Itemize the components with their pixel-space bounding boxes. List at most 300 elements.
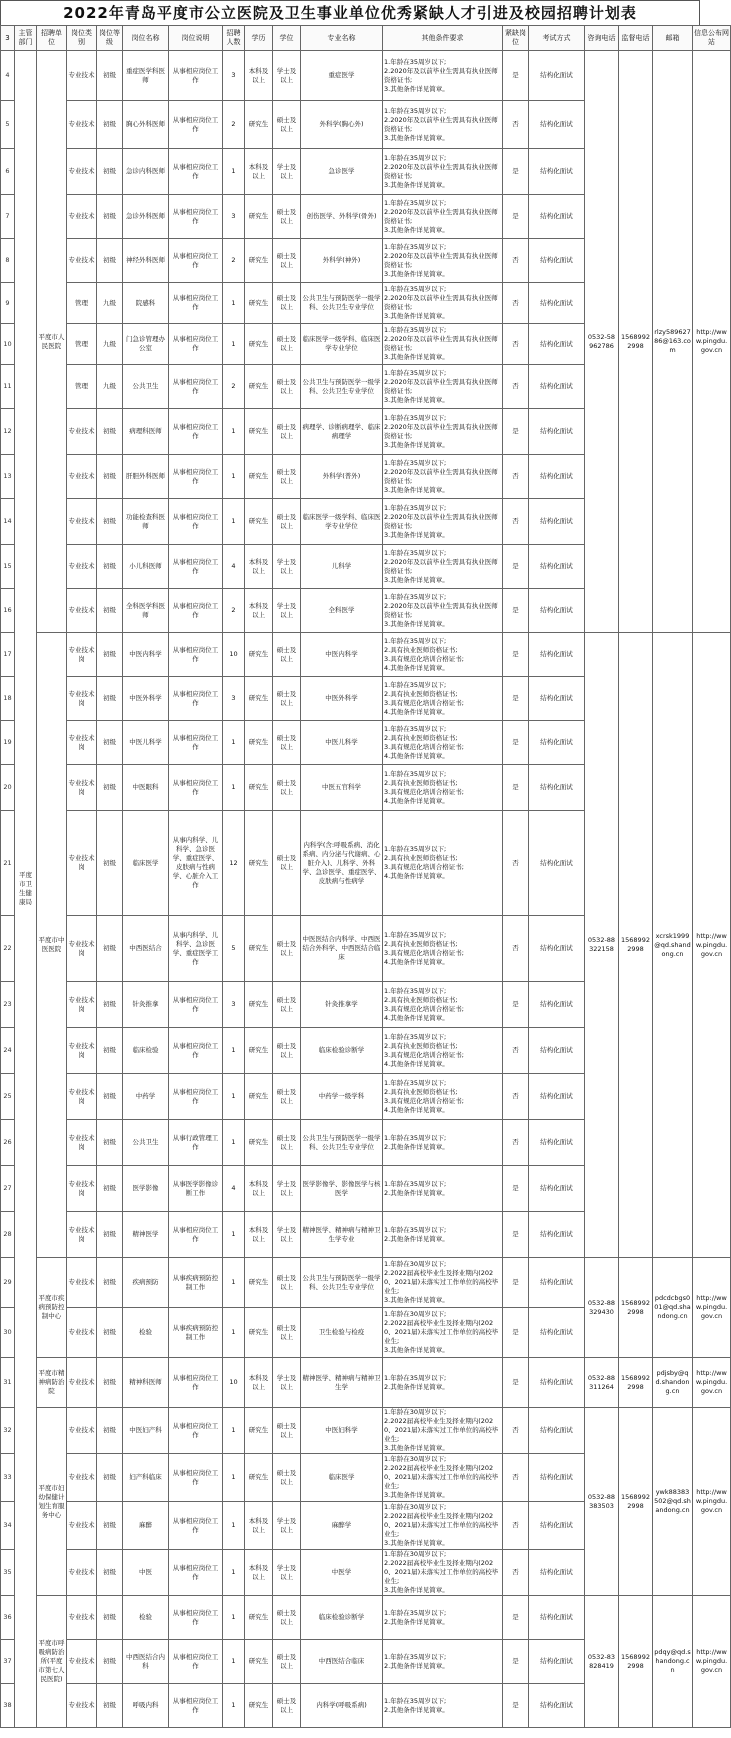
major-cell: 精神医学、精神病与精神卫生学 <box>301 1358 383 1408</box>
degree-cell: 学士及以上 <box>273 1502 301 1550</box>
row-number: 21 <box>1 811 15 916</box>
level-cell: 初级 <box>97 982 123 1028</box>
major-cell: 中药学一级学科 <box>301 1074 383 1120</box>
education-cell: 本科及以上 <box>245 51 273 101</box>
urgent-cell: 是 <box>503 1308 529 1358</box>
requirements-cell: 1.年龄在35周岁以下; 2.具有执业医师资格证书; 3.具有规范化培训合格证书; 4.其他条件详见简章。 <box>383 1074 503 1120</box>
level-cell: 初级 <box>97 51 123 101</box>
requirements-cell: 1.年龄在35周岁以下; 2.具有执业医师资格证书; 3.具有规范化培训合格证书; 4.其他条件详见简章。 <box>383 765 503 811</box>
exam-cell: 结构化面试 <box>529 589 585 633</box>
requirements-cell: 1.年龄在35周岁以下; 2.其他条件详见简章。 <box>383 1684 503 1728</box>
row-number: 16 <box>1 589 15 633</box>
exam-cell: 结构化面试 <box>529 982 585 1028</box>
phone-cell: 0532-83828419 <box>585 1596 619 1728</box>
table-row <box>1 1596 731 1640</box>
education-cell: 研究生 <box>245 982 273 1028</box>
phone-cell: 0532-88311264 <box>585 1358 619 1408</box>
count-cell: 1 <box>223 455 245 499</box>
position-cell: 针灸推拿 <box>123 982 169 1028</box>
header-urgent: 紧缺岗位 <box>503 26 529 51</box>
urgent-cell: 否 <box>503 283 529 324</box>
major-cell: 针灸推拿学 <box>301 982 383 1028</box>
exam-cell: 结构化面试 <box>529 811 585 916</box>
row-number: 27 <box>1 1166 15 1212</box>
page-title: 2022年青岛平度市公立医院及卫生事业单位优秀紧缺人才引进及校园招聘计划表 <box>0 0 700 25</box>
position-cell: 精神科医师 <box>123 1358 169 1408</box>
urgent-cell: 否 <box>503 1120 529 1166</box>
urgent-cell: 是 <box>503 1212 529 1258</box>
position-cell: 中医外科学 <box>123 677 169 721</box>
count-cell: 1 <box>223 1454 245 1502</box>
category-cell: 专业技术岗 <box>67 982 97 1028</box>
education-cell: 研究生 <box>245 721 273 765</box>
requirements-cell: 1.年龄在35周岁以下; 2.2020年及以前毕业生需具有执业医师资格证书; 3.其他条件详见简章。 <box>383 499 503 545</box>
degree-cell: 硕士及以上 <box>273 455 301 499</box>
email-cell: pdjsby@qd.shandong.cn <box>653 1358 693 1408</box>
description-cell: 从事相应岗位工作 <box>169 239 223 283</box>
major-cell: 中医学 <box>301 1550 383 1596</box>
position-cell: 中医 <box>123 1550 169 1596</box>
requirements-cell: 1.年龄在35周岁以下; 2.2020年及以前毕业生需具有执业医师资格证书; 3.其他条件详见简章。 <box>383 283 503 324</box>
major-cell: 临床医学一级学科、临床医学专业学位 <box>301 499 383 545</box>
degree-cell: 硕士及以上 <box>273 1308 301 1358</box>
major-cell: 儿科学 <box>301 545 383 589</box>
category-cell: 专业技术 <box>67 589 97 633</box>
requirements-cell: 1.年龄在35周岁以下; 2.具有执业医师资格证书; 3.具有规范化培训合格证书; 4.其他条件详见简章。 <box>383 982 503 1028</box>
supervise-cell: 15689922998 <box>619 51 653 633</box>
count-cell: 3 <box>223 982 245 1028</box>
requirements-cell: 1.年龄在35周岁以下; 2.其他条件详见简章。 <box>383 1166 503 1212</box>
level-cell: 初级 <box>97 545 123 589</box>
row-number: 33 <box>1 1454 15 1502</box>
requirements-cell: 1.年龄在35周岁以下; 2.2020年及以前毕业生需具有执业医师资格证书; 3.其他条件详见简章。 <box>383 51 503 101</box>
count-cell: 4 <box>223 545 245 589</box>
level-cell: 初级 <box>97 589 123 633</box>
count-cell: 1 <box>223 1550 245 1596</box>
education-cell: 研究生 <box>245 1640 273 1684</box>
exam-cell: 结构化面试 <box>529 1120 585 1166</box>
site-cell: http://www.pingdu.gov.cn <box>693 633 731 1258</box>
degree-cell: 学士及以上 <box>273 1166 301 1212</box>
count-cell: 3 <box>223 677 245 721</box>
education-cell: 研究生 <box>245 1454 273 1502</box>
education-cell: 研究生 <box>245 195 273 239</box>
degree-cell: 硕士及以上 <box>273 811 301 916</box>
header-position: 岗位名称 <box>123 26 169 51</box>
urgent-cell: 否 <box>503 1502 529 1550</box>
unit-cell: 平度市中医医院 <box>37 633 67 1258</box>
category-cell: 专业技术 <box>67 455 97 499</box>
education-cell: 研究生 <box>245 633 273 677</box>
level-cell: 初级 <box>97 195 123 239</box>
urgent-cell: 是 <box>503 1596 529 1640</box>
education-cell: 本科及以上 <box>245 1358 273 1408</box>
urgent-cell: 是 <box>503 545 529 589</box>
row-number: 5 <box>1 101 15 149</box>
row-number: 26 <box>1 1120 15 1166</box>
exam-cell: 结构化面试 <box>529 1454 585 1502</box>
unit-cell: 平度市人民医院 <box>37 51 67 633</box>
level-cell: 初级 <box>97 1550 123 1596</box>
description-cell: 从事相应岗位工作 <box>169 283 223 324</box>
level-cell: 初级 <box>97 1502 123 1550</box>
description-cell: 从事相应岗位工作 <box>169 499 223 545</box>
requirements-cell: 1.年龄在35周岁以下; 2.2020年及以前毕业生需具有执业医师资格证书; 3.其他条件详见简章。 <box>383 545 503 589</box>
unit-cell: 平度市呼吸病防治所(平度市第七人民医院) <box>37 1596 67 1728</box>
urgent-cell: 是 <box>503 1358 529 1408</box>
degree-cell: 硕士及以上 <box>273 721 301 765</box>
exam-cell: 结构化面试 <box>529 1596 585 1640</box>
table-row <box>1 633 731 677</box>
exam-cell: 结构化面试 <box>529 1358 585 1408</box>
education-cell: 本科及以上 <box>245 545 273 589</box>
requirements-cell: 1.年龄在35周岁以下; 2.其他条件详见简章。 <box>383 1640 503 1684</box>
degree-cell: 硕士及以上 <box>273 283 301 324</box>
header-major: 专业名称 <box>301 26 383 51</box>
major-cell: 公共卫生与预防医学一级学科、公共卫生专业学位 <box>301 365 383 409</box>
count-cell: 12 <box>223 811 245 916</box>
row-number: 38 <box>1 1684 15 1728</box>
education-cell: 研究生 <box>245 1258 273 1308</box>
level-cell: 初级 <box>97 721 123 765</box>
education-cell: 研究生 <box>245 455 273 499</box>
level-cell: 九级 <box>97 324 123 365</box>
category-cell: 专业技术 <box>67 1502 97 1550</box>
exam-cell: 结构化面试 <box>529 51 585 101</box>
major-cell: 病理学、诊断病理学、临床病理学 <box>301 409 383 455</box>
count-cell: 1 <box>223 1212 245 1258</box>
row-number: 17 <box>1 633 15 677</box>
exam-cell: 结构化面试 <box>529 1550 585 1596</box>
row-number: 15 <box>1 545 15 589</box>
description-cell: 从事相应岗位工作 <box>169 982 223 1028</box>
category-cell: 专业技术岗 <box>67 1120 97 1166</box>
category-cell: 专业技术岗 <box>67 916 97 982</box>
urgent-cell: 否 <box>503 1074 529 1120</box>
major-cell: 外科学(普外) <box>301 455 383 499</box>
exam-cell: 结构化面试 <box>529 1684 585 1728</box>
education-cell: 研究生 <box>245 324 273 365</box>
row-number: 24 <box>1 1028 15 1074</box>
degree-cell: 硕士及以上 <box>273 1596 301 1640</box>
count-cell: 1 <box>223 1120 245 1166</box>
major-cell: 中医外科学 <box>301 677 383 721</box>
count-cell: 3 <box>223 195 245 239</box>
major-cell: 公共卫生与预防医学一级学科、公共卫生专业学位 <box>301 283 383 324</box>
level-cell: 初级 <box>97 1028 123 1074</box>
row-number: 10 <box>1 324 15 365</box>
count-cell: 10 <box>223 1358 245 1408</box>
description-cell: 从事相应岗位工作 <box>169 677 223 721</box>
requirements-cell: 1.年龄在30周岁以下; 2.2022届高校毕业生及择业期内(2020、2021届)未落实过工作单位的高校毕业生; 3.其他条件详见简章。 <box>383 1502 503 1550</box>
header-degree: 学位 <box>273 26 301 51</box>
phone-cell: 0532-88383503 <box>585 1408 619 1596</box>
description-cell: 从事相应岗位工作 <box>169 1550 223 1596</box>
category-cell: 专业技术 <box>67 409 97 455</box>
exam-cell: 结构化面试 <box>529 409 585 455</box>
urgent-cell: 否 <box>503 1550 529 1596</box>
major-cell: 外科学(胸心外) <box>301 101 383 149</box>
requirements-cell: 1.年龄在35周岁以下; 2.2020年及以前毕业生需具有执业医师资格证书; 3.其他条件详见简章。 <box>383 101 503 149</box>
level-cell: 初级 <box>97 1166 123 1212</box>
education-cell: 研究生 <box>245 499 273 545</box>
urgent-cell: 是 <box>503 1684 529 1728</box>
phone-cell: 0532-88329430 <box>585 1258 619 1358</box>
education-cell: 研究生 <box>245 1028 273 1074</box>
major-cell: 临床检验诊断学 <box>301 1596 383 1640</box>
position-cell: 呼吸内科 <box>123 1684 169 1728</box>
education-cell: 本科及以上 <box>245 149 273 195</box>
row-number: 12 <box>1 409 15 455</box>
requirements-cell: 1.年龄在35周岁以下; 2.其他条件详见简章。 <box>383 1212 503 1258</box>
exam-cell: 结构化面试 <box>529 101 585 149</box>
category-cell: 专业技术 <box>67 1258 97 1308</box>
level-cell: 初级 <box>97 101 123 149</box>
category-cell: 专业技术岗 <box>67 721 97 765</box>
table-row <box>1 1258 731 1308</box>
level-cell: 初级 <box>97 1454 123 1502</box>
category-cell: 专业技术 <box>67 1408 97 1454</box>
major-cell: 中医医结合内科学、中西医结合外科学、中西医结合临床 <box>301 916 383 982</box>
degree-cell: 学士及以上 <box>273 51 301 101</box>
requirements-cell: 1.年龄在30周岁以下; 2.2022届高校毕业生及择业期内(2020、2021届)未落实过工作单位的高校毕业生; 3.其他条件详见简章。 <box>383 1408 503 1454</box>
supervise-cell: 15689922998 <box>619 1596 653 1728</box>
email-cell: rlzy58962786@163.com <box>653 51 693 633</box>
count-cell: 1 <box>223 324 245 365</box>
degree-cell: 硕士及以上 <box>273 765 301 811</box>
urgent-cell: 否 <box>503 455 529 499</box>
count-cell: 2 <box>223 101 245 149</box>
position-cell: 精神医学 <box>123 1212 169 1258</box>
urgent-cell: 是 <box>503 721 529 765</box>
description-cell: 从事行政管理工作 <box>169 1120 223 1166</box>
site-cell: http://www.pingdu.gov.cn <box>693 1258 731 1358</box>
major-cell: 内科学(含:呼吸系病、消化系病、内分泌与代谢病、心脏介入)、儿科学、外科学、急诊医学、重症医学、皮肤病与性病学 <box>301 811 383 916</box>
degree-cell: 硕士及以上 <box>273 324 301 365</box>
degree-cell: 硕士及以上 <box>273 195 301 239</box>
degree-cell: 硕士及以上 <box>273 239 301 283</box>
row-number: 36 <box>1 1596 15 1640</box>
exam-cell: 结构化面试 <box>529 1640 585 1684</box>
education-cell: 本科及以上 <box>245 1550 273 1596</box>
row-number: 25 <box>1 1074 15 1120</box>
count-cell: 1 <box>223 1596 245 1640</box>
level-cell: 初级 <box>97 1408 123 1454</box>
row-number: 8 <box>1 239 15 283</box>
count-cell: 1 <box>223 149 245 195</box>
row-number: 32 <box>1 1408 15 1454</box>
category-cell: 专业技术岗 <box>67 1028 97 1074</box>
department-cell: 平度市卫生健康局 <box>15 51 37 1728</box>
count-cell: 1 <box>223 1502 245 1550</box>
urgent-cell: 否 <box>503 101 529 149</box>
position-cell: 门急诊管理办公室 <box>123 324 169 365</box>
exam-cell: 结构化面试 <box>529 1212 585 1258</box>
degree-cell: 硕士及以上 <box>273 101 301 149</box>
header-exam: 考试方式 <box>529 26 585 51</box>
position-cell: 神经外科医师 <box>123 239 169 283</box>
description-cell: 从事相应岗位工作 <box>169 51 223 101</box>
position-cell: 胸心外科医师 <box>123 101 169 149</box>
supervise-cell: 15689922998 <box>619 1408 653 1596</box>
description-cell: 从事相应岗位工作 <box>169 589 223 633</box>
major-cell: 外科学(神外) <box>301 239 383 283</box>
major-cell: 公共卫生与预防医学一级学科、公共卫生专业学位 <box>301 1120 383 1166</box>
degree-cell: 硕士及以上 <box>273 409 301 455</box>
header-website: 信息公布网站 <box>693 26 731 51</box>
row-number: 31 <box>1 1358 15 1408</box>
description-cell: 从事相应岗位工作 <box>169 365 223 409</box>
exam-cell: 结构化面试 <box>529 765 585 811</box>
exam-cell: 结构化面试 <box>529 545 585 589</box>
recruitment-table <box>0 25 731 1728</box>
exam-cell: 结构化面试 <box>529 499 585 545</box>
position-cell: 中医内科学 <box>123 633 169 677</box>
row-number: 18 <box>1 677 15 721</box>
degree-cell: 硕士及以上 <box>273 677 301 721</box>
exam-cell: 结构化面试 <box>529 195 585 239</box>
degree-cell: 学士及以上 <box>273 1550 301 1596</box>
exam-cell: 结构化面试 <box>529 1166 585 1212</box>
site-cell: http://www.pingdu.gov.cn <box>693 51 731 633</box>
position-cell: 功能检查科医师 <box>123 499 169 545</box>
position-cell: 急诊外科医师 <box>123 195 169 239</box>
count-cell: 2 <box>223 589 245 633</box>
description-cell: 从事相应岗位工作 <box>169 324 223 365</box>
major-cell: 卫生检验与检疫 <box>301 1308 383 1358</box>
site-cell: http://www.pingdu.gov.cn <box>693 1596 731 1728</box>
education-cell: 研究生 <box>245 1308 273 1358</box>
position-cell: 病理科医师 <box>123 409 169 455</box>
header-category: 岗位类别 <box>67 26 97 51</box>
exam-cell: 结构化面试 <box>529 677 585 721</box>
header-description: 岗位说明 <box>169 26 223 51</box>
position-cell: 检验 <box>123 1308 169 1358</box>
email-cell: pdcdcbgs001@qd.shandong.cn <box>653 1258 693 1358</box>
urgent-cell: 是 <box>503 195 529 239</box>
header-education: 学历 <box>245 26 273 51</box>
row-number: 19 <box>1 721 15 765</box>
category-cell: 专业技术 <box>67 1596 97 1640</box>
level-cell: 初级 <box>97 1358 123 1408</box>
exam-cell: 结构化面试 <box>529 239 585 283</box>
major-cell: 精神医学、精神病与精神卫生学专业 <box>301 1212 383 1258</box>
header-email: 邮箱 <box>653 26 693 51</box>
row-number: 35 <box>1 1550 15 1596</box>
row-number: 9 <box>1 283 15 324</box>
level-cell: 初级 <box>97 1074 123 1120</box>
level-cell: 初级 <box>97 499 123 545</box>
position-cell: 急诊内科医师 <box>123 149 169 195</box>
count-cell: 1 <box>223 499 245 545</box>
position-cell: 妇产科临床 <box>123 1454 169 1502</box>
category-cell: 专业技术 <box>67 1684 97 1728</box>
position-cell: 小儿科医师 <box>123 545 169 589</box>
count-cell: 1 <box>223 1258 245 1308</box>
requirements-cell: 1.年龄在35周岁以下; 2.2020年及以前毕业生需具有执业医师资格证书; 3.其他条件详见简章。 <box>383 149 503 195</box>
degree-cell: 硕士及以上 <box>273 982 301 1028</box>
count-cell: 2 <box>223 239 245 283</box>
category-cell: 管理 <box>67 283 97 324</box>
exam-cell: 结构化面试 <box>529 324 585 365</box>
row-number: 30 <box>1 1308 15 1358</box>
requirements-cell: 1.年龄在30周岁以下; 2.2022届高校毕业生及择业期内(2020、2021届)未落实过工作单位的高校毕业生; 3.其他条件详见简章。 <box>383 1454 503 1502</box>
description-cell: 从事相应岗位工作 <box>169 633 223 677</box>
count-cell: 10 <box>223 633 245 677</box>
education-cell: 研究生 <box>245 101 273 149</box>
exam-cell: 结构化面试 <box>529 1028 585 1074</box>
urgent-cell: 是 <box>503 51 529 101</box>
table-body <box>1 51 731 1728</box>
category-cell: 专业技术岗 <box>67 633 97 677</box>
email-cell: ywk88383502@qd.shandong.cn <box>653 1408 693 1596</box>
requirements-cell: 1.年龄在35周岁以下; 2.具有执业医师资格证书; 3.具有规范化培训合格证书; 4.其他条件详见简章。 <box>383 633 503 677</box>
education-cell: 研究生 <box>245 677 273 721</box>
category-cell: 专业技术 <box>67 51 97 101</box>
description-cell: 从事相应岗位工作 <box>169 1454 223 1502</box>
description-cell: 从事内科学、儿科学、急诊医学、重症医学、皮肤病与性病学、心脏介入工作 <box>169 811 223 916</box>
requirements-cell: 1.年龄在30周岁以下; 2.2022届高校毕业生及择业期内(2020、2021届)未落实过工作单位的高校毕业生; 3.其他条件详见简章。 <box>383 1550 503 1596</box>
education-cell: 本科及以上 <box>245 1166 273 1212</box>
major-cell: 中西医结合临床 <box>301 1640 383 1684</box>
count-cell: 1 <box>223 283 245 324</box>
requirements-cell: 1.年龄在35周岁以下; 2.2020年及以前毕业生需具有执业医师资格证书; 3.其他条件详见简章。 <box>383 365 503 409</box>
requirements-cell: 1.年龄在35周岁以下; 2.具有执业医师资格证书; 3.具有规范化培训合格证书; 4.其他条件详见简章。 <box>383 1028 503 1074</box>
level-cell: 初级 <box>97 1640 123 1684</box>
description-cell: 从事相应岗位工作 <box>169 1408 223 1454</box>
exam-cell: 结构化面试 <box>529 1408 585 1454</box>
education-cell: 研究生 <box>245 811 273 916</box>
urgent-cell: 是 <box>503 982 529 1028</box>
category-cell: 专业技术 <box>67 149 97 195</box>
exam-cell: 结构化面试 <box>529 455 585 499</box>
urgent-cell: 是 <box>503 677 529 721</box>
level-cell: 初级 <box>97 1684 123 1728</box>
header-requirements: 其他条件要求 <box>383 26 503 51</box>
description-cell: 从事内科学、儿科学、急诊医学、重症医学工作 <box>169 916 223 982</box>
requirements-cell: 1.年龄在35周岁以下; 2.其他条件详见简章。 <box>383 1120 503 1166</box>
urgent-cell: 是 <box>503 149 529 195</box>
level-cell: 初级 <box>97 811 123 916</box>
level-cell: 初级 <box>97 1596 123 1640</box>
phone-cell: 0532-58962786 <box>585 51 619 633</box>
degree-cell: 学士及以上 <box>273 1358 301 1408</box>
degree-cell: 硕士及以上 <box>273 1258 301 1308</box>
degree-cell: 硕士及以上 <box>273 499 301 545</box>
row-number: 20 <box>1 765 15 811</box>
major-cell: 公共卫生与预防医学一级学科、公共卫生专业学位 <box>301 1258 383 1308</box>
degree-cell: 学士及以上 <box>273 1212 301 1258</box>
category-cell: 专业技术 <box>67 499 97 545</box>
description-cell: 从事相应岗位工作 <box>169 101 223 149</box>
exam-cell: 结构化面试 <box>529 633 585 677</box>
category-cell: 管理 <box>67 324 97 365</box>
degree-cell: 硕士及以上 <box>273 1640 301 1684</box>
level-cell: 初级 <box>97 1308 123 1358</box>
requirements-cell: 1.年龄在35周岁以下; 2.其他条件详见简章。 <box>383 1358 503 1408</box>
count-cell: 4 <box>223 1166 245 1212</box>
category-cell: 专业技术岗 <box>67 1212 97 1258</box>
count-cell: 1 <box>223 409 245 455</box>
degree-cell: 硕士及以上 <box>273 365 301 409</box>
requirements-cell: 1.年龄在35周岁以下; 2.具有执业医师资格证书; 3.具有规范化培训合格证书; 4.其他条件详见简章。 <box>383 721 503 765</box>
education-cell: 研究生 <box>245 1596 273 1640</box>
row-number: 28 <box>1 1212 15 1258</box>
category-cell: 专业技术 <box>67 1640 97 1684</box>
requirements-cell: 1.年龄在35周岁以下; 2.具有执业医师资格证书; 3.具有规范化培训合格证书; 4.其他条件详见简章。 <box>383 916 503 982</box>
position-cell: 公共卫生 <box>123 1120 169 1166</box>
description-cell: 从事医学影像诊断工作 <box>169 1166 223 1212</box>
